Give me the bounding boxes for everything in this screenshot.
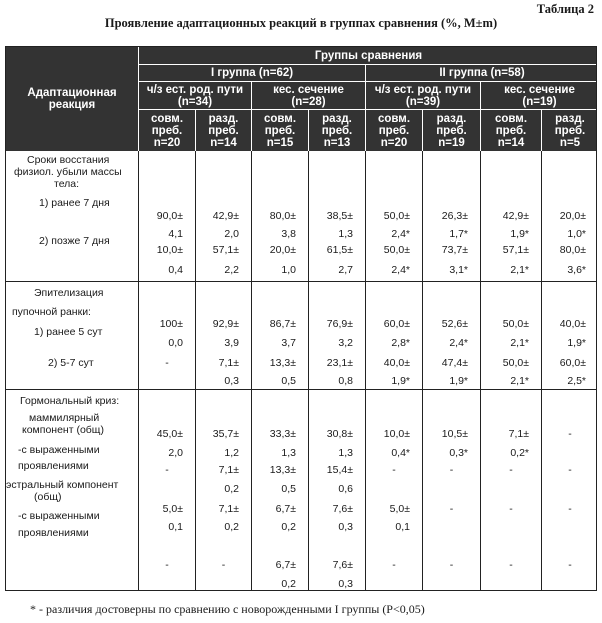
table-cell: -	[165, 357, 169, 369]
section-3-label: компонент (общ)	[22, 424, 104, 436]
table-cell: 73,7±	[441, 244, 468, 256]
section-2-label: 1) ранее 5 сут	[34, 326, 103, 338]
table-cell: 57,1±	[212, 244, 239, 256]
table-cell: 80,0±	[269, 210, 296, 222]
table-cell: 10,0±	[156, 244, 183, 256]
table-cell: 13,3±	[269, 357, 296, 369]
table-cell: 7,1±	[218, 464, 239, 476]
table-cell: 52,6±	[441, 318, 468, 330]
table-cell: 2,7	[338, 264, 353, 276]
col-header-g2-nat-sep: разд. преб. n=19	[423, 110, 480, 151]
table-cell: 90,0±	[156, 210, 183, 222]
col-header-g1-nat-sep: разд. преб. n=14	[196, 110, 251, 151]
table-cell: -	[568, 559, 572, 571]
table-cell: 3,9	[224, 337, 239, 349]
table-cell: 23,1±	[326, 357, 353, 369]
section-1-label: физиол. убыли массы	[14, 166, 122, 178]
table-cell: 0,2	[224, 483, 239, 495]
col-header-g2-cs-joint: совм. преб. n=14	[481, 110, 541, 151]
table-cell: 26,3±	[441, 210, 468, 222]
table-cell: 1,0	[281, 264, 296, 276]
table-cell: 50,0±	[502, 318, 529, 330]
section-1-label: 1) ранее 7 дня	[39, 197, 110, 209]
table-cell: -	[392, 464, 396, 476]
table-cell: 6,7±	[275, 503, 296, 515]
table-cell: 0,3*	[449, 447, 468, 459]
table-cell: 0,3	[338, 521, 353, 533]
table-cell: 2,8*	[391, 337, 410, 349]
table-cell: 5,0±	[389, 503, 410, 515]
table-cell: -	[165, 464, 169, 476]
table-cell: 42,9±	[212, 210, 239, 222]
table-cell: 0,4*	[391, 447, 410, 459]
table-cell: 40,0±	[559, 318, 586, 330]
table-cell: 1,3	[338, 447, 353, 459]
section-2-label: пупочной ранки:	[12, 306, 91, 318]
table-cell: 92,9±	[212, 318, 239, 330]
table-cell: 2,1*	[510, 375, 529, 387]
table-cell: 7,1±	[218, 357, 239, 369]
table-cell: 3,1*	[449, 264, 468, 276]
section-2-label: Эпителизация	[34, 287, 104, 299]
table-cell: 3,6*	[567, 264, 586, 276]
table-cell: -	[568, 428, 572, 440]
table-cell: 47,4±	[441, 357, 468, 369]
table-cell: 4,1	[168, 228, 183, 240]
footnote: * - различия достоверны по сравнению с новорожденными I группы (P<0,05)	[30, 602, 425, 616]
table-cell: 7,1±	[508, 428, 529, 440]
table-cell: 13,3±	[269, 464, 296, 476]
table-cell: 3,2	[338, 337, 353, 349]
header-group-1: I группа (n=62)	[139, 65, 365, 81]
data-table	[5, 46, 597, 591]
table-cell: 0,2*	[510, 447, 529, 459]
table-cell: 2,5*	[567, 375, 586, 387]
table-cell: -	[165, 559, 169, 571]
table-cell: 33,3±	[269, 428, 296, 440]
table-cell: 45,0±	[156, 428, 183, 440]
table-cell: -	[392, 559, 396, 571]
table-cell: -	[449, 503, 454, 515]
col-header-g1-cs-joint: совм. преб. n=15	[252, 110, 308, 151]
table-cell: 0,3	[224, 375, 239, 387]
table-cell: 50,0±	[383, 210, 410, 222]
table-cell: 3,7	[281, 337, 296, 349]
section-3-label: -с выраженными	[18, 444, 100, 456]
table-cell: 2,4*	[391, 264, 410, 276]
section-1-label: 2) позже 7 дня	[39, 235, 110, 247]
table-cell: 3,8	[281, 228, 296, 240]
table-cell: -	[568, 503, 572, 515]
table-cell: 0,1	[395, 521, 410, 533]
section-3-label: -с выраженными	[18, 510, 100, 522]
table-cell: 0,3	[338, 578, 353, 590]
table-cell: 15,4±	[326, 464, 353, 476]
table-cell: -	[568, 464, 572, 476]
table-cell: -	[509, 559, 513, 571]
table-cell: 10,0±	[383, 428, 410, 440]
section-3-label: Гормональный криз:	[20, 395, 120, 407]
table-cell: 2,0	[224, 228, 239, 240]
table-cell: 7,6±	[332, 559, 353, 571]
table-cell: 2,2	[224, 264, 239, 276]
table-title: Проявление адаптационных реакций в группах сравнения (%, M±m)	[104, 16, 498, 30]
section-3-label: эстральный компонент	[6, 479, 119, 491]
table-cell: -	[509, 503, 513, 515]
table-cell: 80,0±	[559, 244, 586, 256]
header-group-2: II группа (n=58)	[366, 65, 597, 81]
table-cell: -	[449, 559, 454, 571]
section-3-label: проявлениями	[18, 460, 89, 472]
col-header-g2-nat-joint: совм. преб. n=20	[366, 110, 422, 151]
table-cell: 10,5±	[441, 428, 468, 440]
table-cell: 50,0±	[502, 357, 529, 369]
table-cell: 61,5±	[326, 244, 353, 256]
table-cell: 57,1±	[502, 244, 529, 256]
table-cell: 76,9±	[326, 318, 353, 330]
table-cell: 0,4	[168, 264, 183, 276]
table-cell: -	[509, 464, 513, 476]
section-3-label: (общ)	[34, 491, 62, 503]
table-cell: 5,0±	[162, 503, 183, 515]
table-cell: 7,1±	[218, 503, 239, 515]
table-cell: 60,0±	[383, 318, 410, 330]
table-cell: 1,3	[281, 447, 296, 459]
table-cell: 2,1*	[510, 264, 529, 276]
table-cell: 35,7±	[212, 428, 239, 440]
table-cell: -	[221, 559, 226, 571]
section-1-label: тела:	[54, 178, 80, 190]
table-cell: 42,9±	[502, 210, 529, 222]
table-cell: 2,1*	[510, 337, 529, 349]
table-cell: 6,7±	[275, 559, 296, 571]
table-cell: 20,0±	[269, 244, 296, 256]
header-sub-3: ч/з ест. род. пути (n=39)	[366, 82, 480, 109]
section-3-label: проявлениями	[18, 527, 89, 539]
col-header-g1-cs-sep: разд. преб. n=13	[309, 110, 365, 151]
table-cell: 0,5	[281, 483, 296, 495]
table-cell: 1,9*	[391, 375, 410, 387]
table-cell: 0,2	[224, 521, 239, 533]
table-cell: 100±	[159, 318, 183, 330]
section-2-label: 2) 5-7 сут	[48, 357, 94, 369]
table-cell: 1,0*	[567, 228, 586, 240]
header-row-label: Адаптационная реакция	[6, 47, 138, 151]
table-cell: 0,2	[281, 521, 296, 533]
col-header-g1-nat-joint: совм. преб. n=20	[139, 110, 195, 151]
table-cell: 2,0	[168, 447, 183, 459]
table-cell: 2,4*	[391, 228, 410, 240]
table-cell: 7,6±	[332, 503, 353, 515]
table-cell: 20,0±	[559, 210, 586, 222]
table-cell: 0,0	[168, 337, 183, 349]
header-sub-1: ч/з ест. род. пути (n=34)	[139, 82, 251, 109]
col-header-g2-cs-sep: разд. преб. n=5	[542, 110, 597, 151]
table-cell: 30,8±	[326, 428, 353, 440]
table-cell: 50,0±	[383, 244, 410, 256]
table-cell: 0,8	[338, 375, 353, 387]
table-cell: 0,6	[338, 483, 353, 495]
table-cell: 1,9*	[567, 337, 586, 349]
table-cell: -	[449, 464, 454, 476]
table-cell: 2,4*	[449, 337, 468, 349]
header-sub-4: кес. сечение (n=19)	[481, 82, 597, 109]
table-cell: 1,7*	[449, 228, 468, 240]
table-cell: 60,0±	[559, 357, 586, 369]
table-cell: 1,3	[338, 228, 353, 240]
section-3-label: маммилярный	[29, 412, 100, 424]
header-groups: Группы сравнения	[139, 47, 597, 64]
section-1-label: Сроки восстания	[27, 154, 110, 166]
table-cell: 1,9*	[510, 228, 529, 240]
header-sub-2: кес. сечение (n=28)	[252, 82, 365, 109]
table-cell: 1,9*	[449, 375, 468, 387]
table-cell: 0,2	[281, 578, 296, 590]
table-cell: 40,0±	[383, 357, 410, 369]
table-cell: 1,2	[224, 447, 239, 459]
table-cell: 38,5±	[326, 210, 353, 222]
table-number: Таблица 2	[536, 2, 594, 16]
table-cell: 0,1	[168, 521, 183, 533]
table-cell: 86,7±	[269, 318, 296, 330]
table-cell: 0,5	[281, 375, 296, 387]
